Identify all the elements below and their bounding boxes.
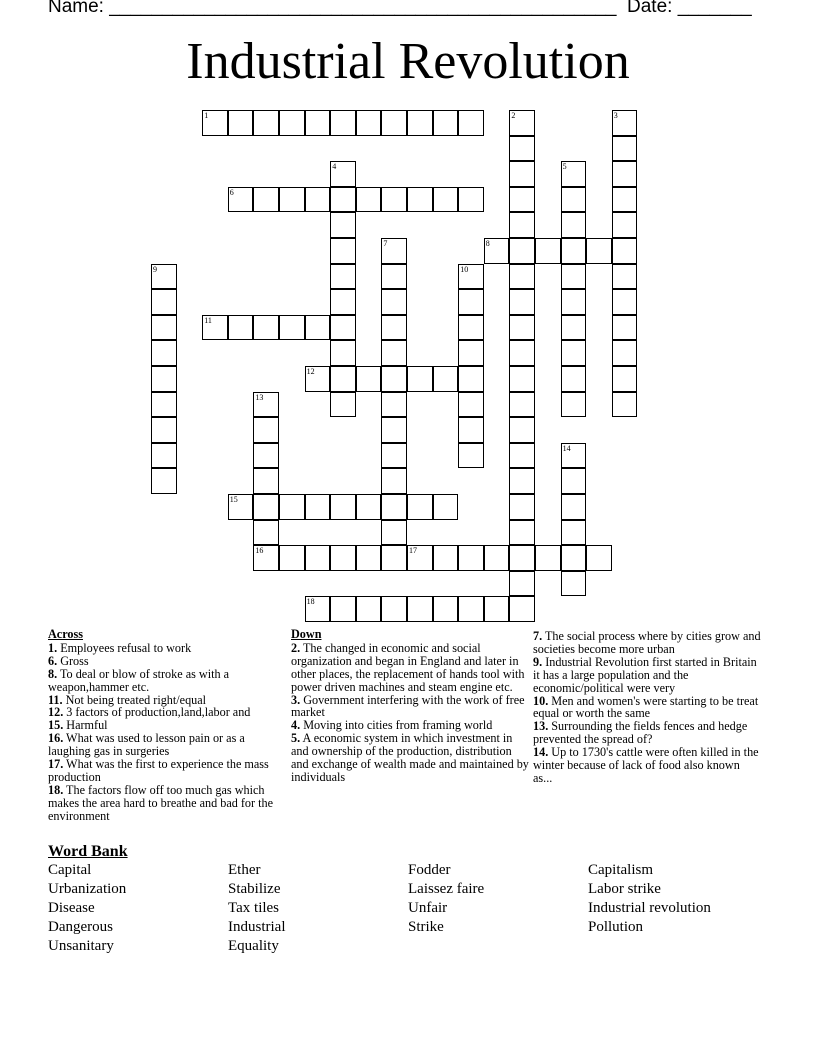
word-bank-item: Unfair (408, 900, 448, 916)
grid-cell[interactable] (381, 366, 407, 392)
clue-number: 13 (255, 392, 264, 402)
grid-cell[interactable] (433, 187, 459, 213)
grid-cell[interactable] (561, 238, 587, 264)
name-field-label: Name: ________________________________________________ (48, 0, 617, 17)
grid-cell[interactable] (228, 110, 254, 136)
grid-cell[interactable] (561, 571, 587, 597)
grid-cell[interactable] (509, 545, 535, 571)
grid-cell[interactable] (509, 187, 535, 213)
grid-cell[interactable] (561, 392, 587, 418)
grid-cell[interactable] (509, 161, 535, 187)
word-bank-item: Unsanitary (48, 938, 114, 954)
clue-number: 15 (229, 495, 238, 504)
grid-cell[interactable] (509, 136, 535, 162)
grid-cell[interactable] (509, 264, 535, 290)
down-heading: Down (291, 627, 322, 641)
grid-cell[interactable] (509, 315, 535, 341)
down-clue: 7. The social process where by cities grow and societies become more urban (533, 629, 761, 656)
grid-cell[interactable] (509, 289, 535, 315)
grid-cell[interactable] (253, 520, 279, 546)
across-heading: Across (48, 627, 83, 641)
grid-cell[interactable] (561, 289, 587, 315)
grid-cell[interactable] (381, 468, 407, 494)
word-bank-item: Pollution (588, 919, 644, 935)
grid-cell[interactable] (612, 315, 638, 341)
grid-cell[interactable] (228, 494, 254, 520)
word-bank-item: Ether (228, 862, 261, 878)
grid-cell[interactable] (561, 187, 587, 213)
grid-cell[interactable] (407, 494, 433, 520)
grid-cell[interactable] (151, 417, 177, 443)
clue-number: 2 (511, 111, 516, 120)
grid-cell[interactable] (202, 110, 228, 136)
grid-cell[interactable] (561, 340, 587, 366)
across-clue: 6. Gross (48, 653, 89, 668)
grid-cell[interactable] (535, 238, 561, 264)
grid-cell[interactable] (407, 110, 433, 136)
grid-cell[interactable] (356, 366, 382, 392)
clue-number: 11 (204, 315, 212, 325)
grid-cell[interactable] (356, 187, 382, 213)
across-clues (48, 628, 288, 823)
date-field-label: Date: _______ (627, 0, 752, 17)
grid-cell[interactable] (458, 392, 484, 418)
grid-cell[interactable] (458, 289, 484, 315)
grid-cell[interactable] (151, 443, 177, 469)
grid-cell[interactable] (535, 545, 561, 571)
down-clue: 14. Up to 1730's cattle were often killed in the winter because of lack of food also known as... (533, 745, 759, 785)
grid-cell[interactable] (330, 161, 356, 187)
word-bank-item: Industrial revolution (588, 900, 711, 916)
across-clue: 16. What was used to lesson pain or as a laughing gas in surgeries (48, 731, 245, 759)
grid-cell[interactable] (330, 392, 356, 418)
word-bank-item: Urbanization (48, 881, 127, 897)
grid-cell[interactable] (305, 596, 331, 622)
word-bank-item: Equality (228, 938, 279, 954)
grid-cell[interactable] (381, 520, 407, 546)
grid-cell[interactable] (561, 315, 587, 341)
grid-cell[interactable] (305, 315, 331, 341)
grid-cell[interactable] (509, 417, 535, 443)
grid-cell[interactable] (458, 187, 484, 213)
grid-cell[interactable] (509, 212, 535, 238)
grid-cell[interactable] (253, 443, 279, 469)
grid-cell[interactable] (612, 366, 638, 392)
grid-cell[interactable] (151, 289, 177, 315)
grid-cell[interactable] (561, 520, 587, 546)
grid-cell[interactable] (509, 468, 535, 494)
grid-cell[interactable] (381, 110, 407, 136)
down-clues-continued (533, 630, 761, 785)
grid-cell[interactable] (305, 545, 331, 571)
grid-cell[interactable] (612, 136, 638, 162)
down-clue: 5. A economic system in which investment in and ownership of the production, distribution and exchange of wealth made and maintained by individuals (291, 731, 529, 784)
down-clue: 13. Surrounding the fields fences and hedge prevented the spread of? (533, 719, 748, 747)
word-bank-item: Tax tiles (228, 900, 280, 916)
clue-number: 1 (204, 111, 209, 120)
clue-number: 5 (562, 162, 567, 172)
grid-cell[interactable] (381, 340, 407, 366)
grid-cell[interactable] (330, 366, 356, 392)
grid-cell[interactable] (330, 494, 356, 520)
grid-cell[interactable] (612, 238, 638, 264)
grid-cell[interactable] (381, 417, 407, 443)
grid-cell[interactable] (612, 264, 638, 290)
grid-cell[interactable] (561, 494, 587, 520)
word-bank-item: Strike (408, 919, 444, 935)
grid-cell[interactable] (458, 315, 484, 341)
grid-cell[interactable] (381, 596, 407, 622)
grid-cell[interactable] (433, 366, 459, 392)
grid-cell[interactable] (330, 264, 356, 290)
down-clue: 3. Government interfering with the work of free market (291, 692, 525, 720)
grid-cell[interactable] (433, 545, 459, 571)
grid-cell[interactable] (330, 238, 356, 264)
word-bank-item: Industrial (228, 919, 286, 935)
grid-cell[interactable] (433, 110, 459, 136)
grid-cell[interactable] (356, 110, 382, 136)
clue-number: 4 (332, 162, 337, 172)
grid-cell[interactable] (509, 520, 535, 546)
grid-cell[interactable] (279, 187, 305, 213)
grid-cell[interactable] (381, 238, 407, 264)
grid-cell[interactable] (305, 187, 331, 213)
across-clue: 15. Harmful (48, 718, 108, 733)
across-clue: 18. The factors flow off too much gas which makes the area hard to breathe and bad for the environment (48, 782, 274, 823)
clue-number: 18 (306, 597, 315, 607)
grid-cell[interactable] (458, 596, 484, 622)
across-clue: 8. To deal or blow of stroke as with a weapon,hammer etc. (48, 666, 230, 694)
across-clue: 17. What was the first to experience the mass production (48, 757, 269, 784)
grid-cell[interactable] (509, 238, 535, 264)
grid-cell[interactable] (356, 545, 382, 571)
clue-number: 7 (383, 239, 388, 248)
grid-cell[interactable] (253, 187, 279, 213)
grid-cell[interactable] (151, 468, 177, 494)
grid-cell[interactable] (253, 468, 279, 494)
grid-cell[interactable] (509, 366, 535, 392)
grid-cell[interactable] (330, 340, 356, 366)
grid-cell[interactable] (561, 264, 587, 290)
grid-cell[interactable] (509, 110, 535, 136)
grid-cell[interactable] (612, 289, 638, 315)
grid-cell[interactable] (253, 417, 279, 443)
grid-cell[interactable] (407, 596, 433, 622)
clue-number: 14 (562, 443, 571, 453)
across-clue: 1. Employees refusal to work (48, 640, 192, 655)
grid-cell[interactable] (253, 110, 279, 136)
word-bank-item: Capitalism (588, 862, 653, 878)
clue-number: 8 (485, 239, 490, 248)
grid-cell[interactable] (561, 468, 587, 494)
word-bank-item: Dangerous (48, 919, 113, 935)
grid-cell[interactable] (330, 545, 356, 571)
grid-cell[interactable] (330, 315, 356, 341)
grid-cell[interactable] (561, 545, 587, 571)
clue-number: 9 (153, 264, 157, 274)
grid-cell[interactable] (433, 494, 459, 520)
down-clues (291, 628, 531, 784)
grid-cell[interactable] (253, 392, 279, 418)
grid-cell[interactable] (407, 187, 433, 213)
grid-cell[interactable] (612, 110, 638, 136)
grid-cell[interactable] (356, 494, 382, 520)
grid-cell[interactable] (612, 161, 638, 187)
down-clue: 9. Industrial Revolution first started in Britain it has a large population and the economic/political were very (533, 654, 757, 695)
page-title: Industrial Revolution (186, 33, 630, 90)
across-clue: 11. Not being treated right/equal (48, 692, 207, 707)
clue-number: 12 (306, 367, 315, 376)
grid-cell[interactable] (228, 187, 254, 213)
grid-cell[interactable] (561, 366, 587, 392)
grid-cell[interactable] (612, 340, 638, 366)
grid-cell[interactable] (509, 443, 535, 469)
grid-cell[interactable] (484, 596, 510, 622)
grid-cell[interactable] (612, 212, 638, 238)
grid-cell[interactable] (586, 545, 612, 571)
grid-cell[interactable] (458, 264, 484, 290)
grid-cell[interactable] (381, 315, 407, 341)
grid-cell[interactable] (279, 545, 305, 571)
grid-cell[interactable] (561, 212, 587, 238)
grid-cell[interactable] (151, 340, 177, 366)
grid-cell[interactable] (509, 392, 535, 418)
grid-cell[interactable] (561, 443, 587, 469)
grid-cell[interactable] (202, 315, 228, 341)
grid-cell[interactable] (458, 443, 484, 469)
grid-cell[interactable] (458, 545, 484, 571)
grid-cell[interactable] (330, 289, 356, 315)
grid-cell[interactable] (484, 238, 510, 264)
grid-cell[interactable] (381, 494, 407, 520)
grid-cell[interactable] (253, 494, 279, 520)
grid-cell[interactable] (458, 417, 484, 443)
grid-cell[interactable] (151, 315, 177, 341)
grid-cell[interactable] (151, 392, 177, 418)
grid-cell[interactable] (279, 494, 305, 520)
grid-cell[interactable] (279, 110, 305, 136)
clue-number: 3 (613, 111, 618, 120)
grid-cell[interactable] (381, 187, 407, 213)
grid-cell[interactable] (509, 571, 535, 597)
word-bank-item: Labor strike (588, 881, 661, 897)
grid-cell[interactable] (356, 596, 382, 622)
word-bank-title: Word Bank (48, 843, 128, 860)
grid-cell[interactable] (458, 340, 484, 366)
grid-cell[interactable] (151, 366, 177, 392)
grid-cell[interactable] (586, 238, 612, 264)
grid-cell[interactable] (381, 443, 407, 469)
grid-cell[interactable] (407, 366, 433, 392)
grid-cell[interactable] (279, 315, 305, 341)
grid-cell[interactable] (509, 494, 535, 520)
grid-cell[interactable] (509, 340, 535, 366)
clue-number: 17 (409, 546, 417, 556)
clue-number: 16 (255, 546, 264, 556)
grid-cell[interactable] (381, 392, 407, 418)
grid-cell[interactable] (305, 110, 331, 136)
down-clue: 10. Men and women's were starting to be treat equal or worth the same (533, 693, 759, 721)
grid-cell[interactable] (253, 315, 279, 341)
down-clue: 2. The changed in economic and social organization and began in England and later in other places, the replacement of hands tool with power driven machines and steam engine etc. (291, 640, 525, 694)
word-bank-item: Laissez faire (408, 881, 485, 897)
grid-cell[interactable] (253, 545, 279, 571)
grid-cell[interactable] (561, 161, 587, 187)
grid-cell[interactable] (381, 545, 407, 571)
grid-cell[interactable] (330, 596, 356, 622)
across-clue: 12. 3 factors of production,land,labor and (48, 705, 251, 720)
grid-cell[interactable] (458, 110, 484, 136)
word-bank-item: Stabilize (228, 881, 281, 897)
word-bank (48, 862, 788, 957)
grid-cell[interactable] (433, 596, 459, 622)
word-bank-item: Capital (48, 862, 92, 878)
grid-cell[interactable] (407, 545, 433, 571)
grid-cell[interactable] (484, 545, 510, 571)
word-bank-item: Disease (48, 900, 95, 916)
word-bank-item: Fodder (408, 862, 451, 878)
grid-cell[interactable] (305, 494, 331, 520)
grid-cell[interactable] (330, 212, 356, 238)
grid-cell[interactable] (381, 289, 407, 315)
grid-cell[interactable] (305, 366, 331, 392)
down-clue: 4. Moving into cities from framing world (291, 718, 493, 733)
grid-cell[interactable] (509, 596, 535, 622)
grid-cell[interactable] (330, 110, 356, 136)
clue-number: 10 (460, 264, 469, 274)
grid-cell[interactable] (612, 392, 638, 418)
grid-cell[interactable] (330, 187, 356, 213)
grid-cell[interactable] (228, 315, 254, 341)
grid-cell[interactable] (151, 264, 177, 290)
grid-cell[interactable] (381, 264, 407, 290)
clue-number: 6 (229, 187, 234, 197)
grid-cell[interactable] (612, 187, 638, 213)
grid-cell[interactable] (458, 366, 484, 392)
